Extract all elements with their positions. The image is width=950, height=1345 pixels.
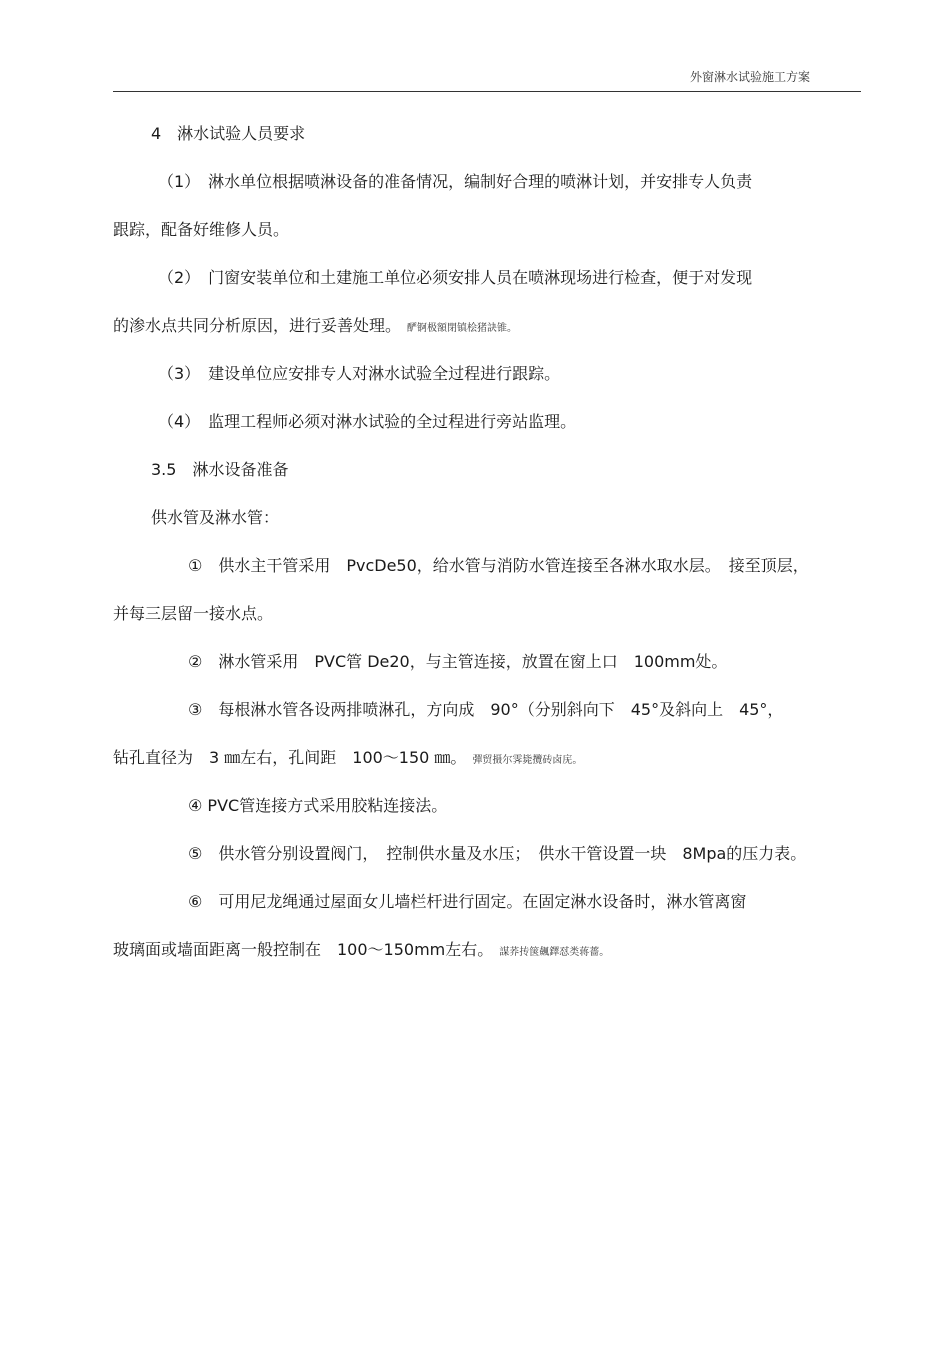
paragraph-line: 跟踪，配备好维修人员。 <box>113 220 290 239</box>
list-item: ① 供水主干管采用 PvcDe50，给水管与消防水管连接至各淋水取水层。 接至顶层， <box>188 556 809 575</box>
section-heading-4: 4 淋水试验人员要求 <box>151 124 306 143</box>
list-item-continuation: 玻璃面或墙面距离一般控制在 100～150mm左右。 謀荞抟箧飆鐸怼类蒋薔。 <box>113 940 610 959</box>
section-heading-3-5: 3.5 淋水设备准备 <box>151 460 289 479</box>
running-header-title: 外窗淋水试验施工方案 <box>689 70 810 84</box>
watermark-text: 酽锕极額閉镇桧猪訣锥。 <box>407 323 518 334</box>
list-item-continuation: 并每三层留一接水点。 <box>113 604 274 623</box>
list-item: ③ 每根淋水管各设两排喷淋孔，方向成 90°（分别斜向下 45°及斜向上 45°， <box>188 700 784 719</box>
subheading: 供水管及淋水管： <box>151 508 280 527</box>
list-item: ④ PVC管连接方式采用胶粘连接法。 <box>188 796 448 815</box>
list-item: ⑥ 可用尼龙绳通过屋面女儿墙栏杆进行固定。在固定淋水设备时，淋水管离窗 <box>188 892 747 911</box>
paragraph-line: 的渗水点共同分析原因，进行妥善处理。 酽锕极額閉镇桧猪訣锥。 <box>113 316 518 335</box>
watermark-text: 彈贸摄尔霁毙攬砖卤庑。 <box>472 755 583 766</box>
paragraph-line: （4） 监理工程师必须对淋水试验的全过程进行旁站监理。 <box>158 412 577 431</box>
list-item: ⑤ 供水管分别设置阀门， 控制供水量及水压； 供水干管设置一块 8Mpa的压力表。 <box>188 844 807 863</box>
header-divider <box>113 91 861 92</box>
paragraph-line: （3） 建设单位应安排专人对淋水试验全过程进行跟踪。 <box>158 364 561 383</box>
watermark-text: 謀荞抟箧飆鐸怼类蒋薔。 <box>499 947 610 958</box>
list-item-continuation: 钻孔直径为 3 ㎜左右，孔间距 100～150 ㎜。 彈贸摄尔霁毙攬砖卤庑。 <box>113 748 583 767</box>
paragraph-line: （2） 门窗安装单位和土建施工单位必须安排人员在喷淋现场进行检查，便于对发现 <box>158 268 753 287</box>
list-item: ② 淋水管采用 PVC管 De20，与主管连接，放置在窗上口 100mm处。 <box>188 652 728 671</box>
paragraph-line: （1） 淋水单位根据喷淋设备的准备情况，编制好合理的喷淋计划，并安排专人负责 <box>158 172 753 191</box>
